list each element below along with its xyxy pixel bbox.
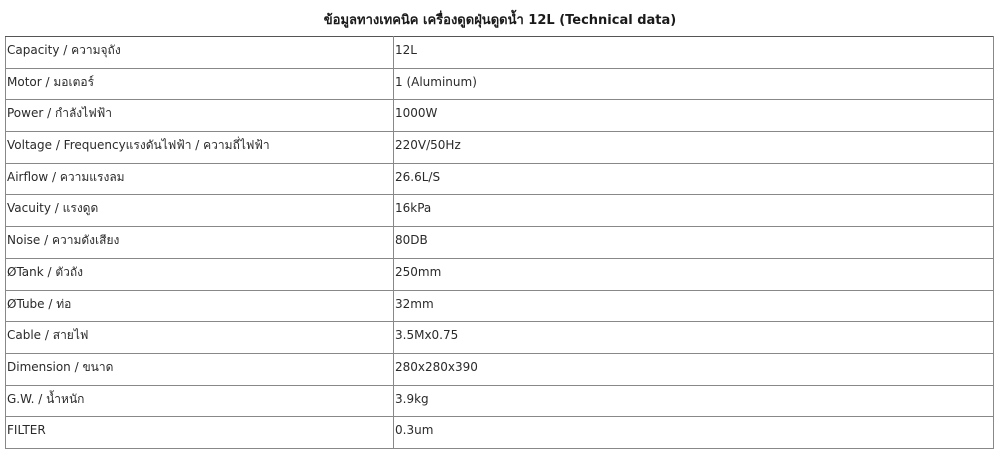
spec-label-filter: FILTER xyxy=(6,417,394,449)
spec-value-capacity: 12L xyxy=(394,37,994,69)
table-row xyxy=(6,37,994,69)
table-row xyxy=(6,68,994,100)
spec-label-power: Power / กำลังไฟฟ้า xyxy=(6,100,394,132)
technical-data-table xyxy=(5,36,994,449)
spec-label-capacity: Capacity / ความจุถัง xyxy=(6,37,394,69)
table-row xyxy=(6,132,994,164)
spec-label-dimension: Dimension / ขนาด xyxy=(6,353,394,385)
spec-label-tank: ØTank / ตัวถัง xyxy=(6,258,394,290)
table-row xyxy=(6,322,994,354)
table-row xyxy=(6,195,994,227)
spec-value-airflow: 26.6L/S xyxy=(394,163,994,195)
spec-value-filter: 0.3um xyxy=(394,417,994,449)
spec-label-weight: G.W. / น้ำหนัก xyxy=(6,385,394,417)
spec-value-vacuity: 16kPa xyxy=(394,195,994,227)
spec-value-power: 1000W xyxy=(394,100,994,132)
spec-label-noise: Noise / ความดังเสียง xyxy=(6,227,394,259)
spec-value-voltage: 220V/50Hz xyxy=(394,132,994,164)
table-row xyxy=(6,100,994,132)
spec-value-weight: 3.9kg xyxy=(394,385,994,417)
spec-value-motor: 1 (Aluminum) xyxy=(394,68,994,100)
spec-label-vacuity: Vacuity / แรงดูด xyxy=(6,195,394,227)
spec-value-tank: 250mm xyxy=(394,258,994,290)
spec-label-tube: ØTube / ท่อ xyxy=(6,290,394,322)
document-title: ข้อมูลทางเทคนิค เครื่องดูดฝุ่นดูดน้ำ 12L (Technical data) xyxy=(323,13,677,28)
spec-value-noise: 80DB xyxy=(394,227,994,259)
table-row xyxy=(6,290,994,322)
table-row xyxy=(6,163,994,195)
spec-label-cable: Cable / สายไฟ xyxy=(6,322,394,354)
table-row xyxy=(6,353,994,385)
spec-label-airflow: Airflow / ความแรงลม xyxy=(6,163,394,195)
spec-value-dimension: 280x280x390 xyxy=(394,353,994,385)
table-row xyxy=(6,385,994,417)
spec-value-tube: 32mm xyxy=(394,290,994,322)
table-row xyxy=(6,258,994,290)
spec-value-cable: 3.5Mx0.75 xyxy=(394,322,994,354)
table-row xyxy=(6,417,994,449)
spec-label-voltage: Voltage / Frequencyแรงดันไฟฟ้า / ความถี่ไฟฟ้า xyxy=(6,132,394,164)
spec-label-motor: Motor / มอเตอร์ xyxy=(6,68,394,100)
table-row xyxy=(6,227,994,259)
